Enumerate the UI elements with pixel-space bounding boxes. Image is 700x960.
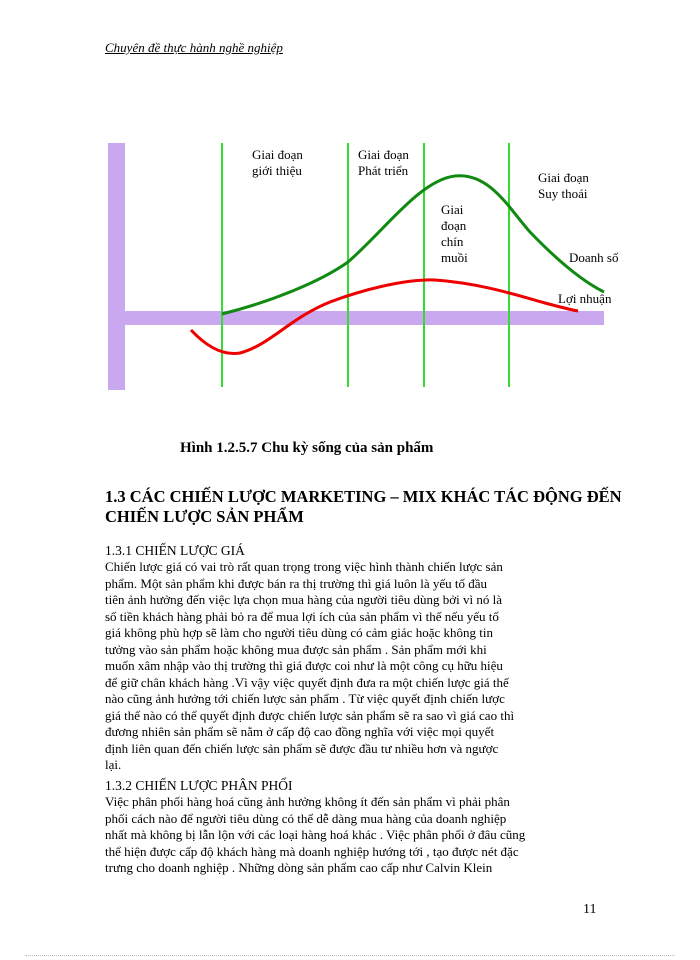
text-line: định liên quan đến chiến lược sản phẩm sẽ được đầu tư nhiều hơn và ngược xyxy=(105,740,499,756)
stage-label-maturity: Giai đoạn chín muồi xyxy=(441,202,468,265)
text-line: tiên ảnh hưởng đến việc lựa chọn mua hàng của người tiêu dùng bởi vì nó là xyxy=(105,592,503,607)
text-line: phẩm. Một sản phẩm khi được bán ra thị trường thì giá luôn là yếu tố đầu xyxy=(105,575,488,591)
profit-curve-label: Lợi nhuận xyxy=(558,291,612,306)
stage-label-growth: Giai đoạn Phát triển xyxy=(358,147,409,178)
page-bottom-rule xyxy=(25,955,675,956)
text-line: để giữ chân khách hàng .Vì vậy việc quyết định đưa ra một chiến lược giá thế xyxy=(105,674,509,690)
vertical-axis-bar xyxy=(108,143,125,390)
page-number: 11 xyxy=(583,902,597,917)
section-title: 1.3 CÁC CHIẾN LƯỢC MARKETING – MIX KHÁC TÁC ĐỘNG ĐẾN CHIẾN LƯỢC SẢN PHẨM xyxy=(105,487,622,526)
text-line: Chiến lược giá có vai trò rất quan trọng trong việc hình thành chiến lược sản xyxy=(105,559,503,574)
sales-curve-label: Doanh số xyxy=(569,250,619,265)
product-life-cycle-figure xyxy=(0,0,700,420)
text-line: tưởng vào sản phẩm hoặc không mua được sản phẩm . Sản phẩm mới khi xyxy=(105,641,487,657)
text-line: muốn xâm nhập vào thị trường thì giá được coi như là một công cụ hữu hiệu xyxy=(105,658,503,673)
text-line: nhất mà không bị lẫn lộn với các loại hàng hoá khác . Việc phân phối ở đâu cũng xyxy=(105,827,526,842)
text-line: trưng cho doanh nghiệp . Những dòng sản phẩm cao cấp như Calvin Klein xyxy=(105,860,493,875)
stage-label-decline: Giai đoạn Suy thoái xyxy=(538,170,589,201)
text-line: phối cách nào để người tiêu dùng có thể dễ dàng mua hàng của doanh nghiệp xyxy=(105,810,507,826)
life-cycle-chart xyxy=(0,0,700,420)
running-header: Chuyên đề thực hành nghề nghiệp xyxy=(105,40,283,55)
text-line: lại. xyxy=(105,757,122,772)
text-line: thể hiện được cấp độ khách hàng mà doanh nghiệp hướng tới , tạo được nét đặc xyxy=(105,843,519,859)
text-line: đương nhiên sản phẩm sẽ nằm ở cấp độ cao đồng nghĩa với việc mọi quyết xyxy=(105,724,495,739)
text-line: Việc phân phối hàng hoá cũng ảnh hưởng không ít đến sản phẩm vì phải phân xyxy=(105,794,510,809)
text-line: giá không phù hợp sẽ làm cho người tiêu dùng có cảm giác hoặc không tin xyxy=(105,625,493,640)
figure-caption: Hình 1.2.5.7 Chu kỳ sống của sản phẩm xyxy=(180,440,434,456)
text-line: nào cũng ảnh hưởng tới chiến lược sản phẩm . Từ việc quyết định chiến lược xyxy=(105,691,505,706)
horizontal-axis-bar xyxy=(108,311,604,325)
paragraph-price xyxy=(105,559,595,774)
subsection-title-distribution: 1.3.2 CHIẾN LƯỢC PHÂN PHỐI xyxy=(105,778,293,793)
stage-label-introduction: Giai đoạn giới thiệu xyxy=(252,147,303,178)
text-line: giá thế nào có thể quyết định được chiến lược sản phẩm sẽ ra sao vì giá cao thì xyxy=(105,707,515,723)
subsection-title-price: 1.3.1 CHIẾN LƯỢC GIÁ xyxy=(105,543,245,558)
paragraph-distribution xyxy=(105,794,595,877)
text-line: số tiền khách hàng phải bỏ ra để mua lợi ích của sản phẩm vì thế nếu yếu tố xyxy=(105,608,499,624)
